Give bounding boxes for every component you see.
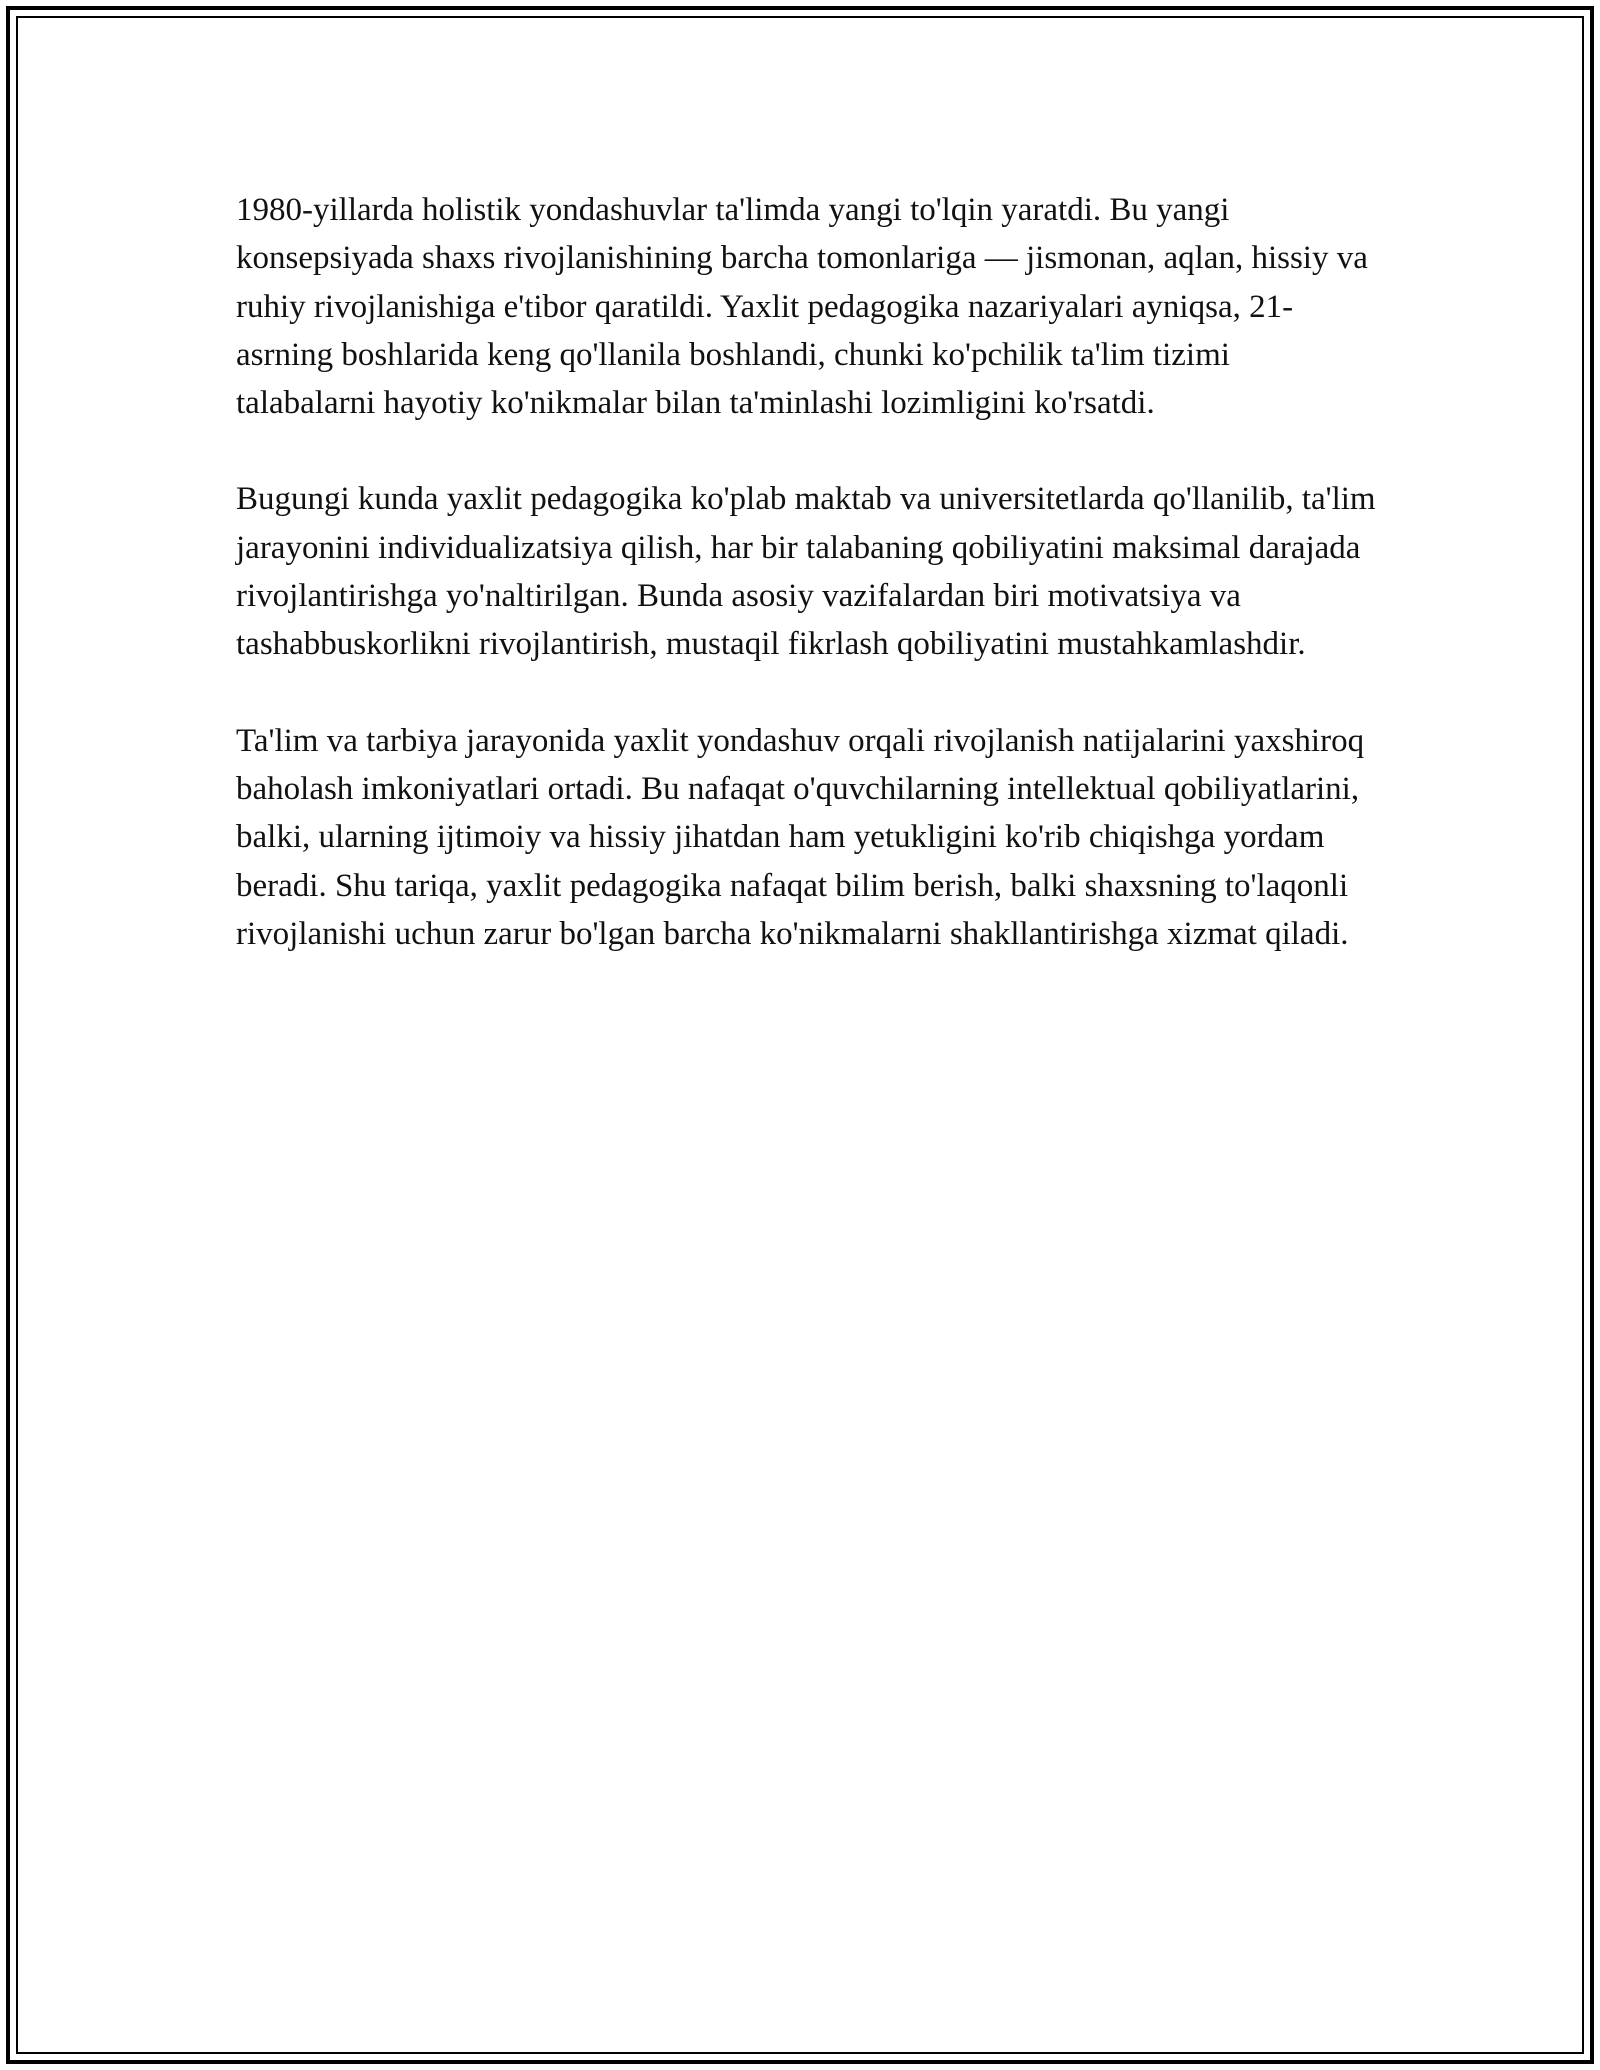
paragraph-1: 1980-yillarda holistik yondashuvlar ta'limda yangi to'lqin yaratdi. Bu yangi konsepsiyada shaxs rivojlanishining barcha tomonlariga — jismonan, aqlan, hissiy va ruhiy rivojlanishiga e'tibor qaratildi. Yaxlit pedagogika nazariyalari ayniqsa, 21-asrning boshlarida keng qo'llanila boshlandi, chunki ko'pchilik ta'lim tizimi talabalarni hayotiy ko'nikmalar bilan ta'minlashi lozimligini ko'rsatdi. [236,192,1368,422]
document-body [236,186,1376,1006]
paragraph-2: Bugungi kunda yaxlit pedagogika ko'plab maktab va universitetlarda qo'llanilib, ta'lim jarayonini individualizatsiya qilish, har bir talabaning qobiliyatini maksimal darajada rivojlantirishga yo'naltirilgan. Bunda asosiy vazifalardan biri motivatsiya va tashabbuskorlikni rivojlantirish, mustaqil fikrlash qobiliyatini mustahkamlashdir. [236,481,1376,663]
paragraph-3: Ta'lim va tarbiya jarayonida yaxlit yondashuv orqali rivojlanish natijalarini yaxshiroq baholash imkoniyatlari ortadi. Bu nafaqat o'quvchilarning intellektual qobiliyatlarini, balki, ularning ijtimoiy va hissiy jihatdan ham yetukligini ko'rib chiqishga yordam beradi. Shu tariqa, yaxlit pedagogika nafaqat bilim berish, balki shaxsning to'laqonli rivojlanishi uchun zarur bo'lgan barcha ko'nikmalarni shakllantirishga xizmat qiladi. [236,722,1365,952]
